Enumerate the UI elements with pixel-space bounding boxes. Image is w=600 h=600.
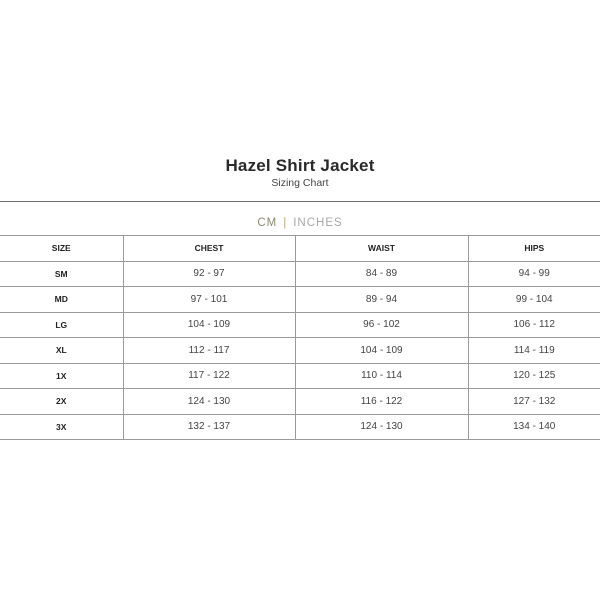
waist-cell: 96 - 102 [295,312,468,338]
table-row [0,261,600,287]
chest-cell: 117 - 122 [123,363,295,389]
waist-cell: 84 - 89 [295,261,468,287]
unit-inches-button[interactable]: INCHES [293,217,343,229]
hips-cell: 106 - 112 [468,312,600,338]
waist-cell: 124 - 130 [295,414,468,440]
chest-cell: 92 - 97 [123,261,295,287]
column-header-chest: CHEST [123,236,295,262]
table-row [0,312,600,338]
hips-cell: 114 - 119 [468,338,600,364]
column-header-hips: HIPS [468,236,600,262]
table-row [0,414,600,440]
unit-toggle [0,217,600,229]
size-cell: SM [0,261,123,287]
size-cell: 1X [0,363,123,389]
sizing-table [0,235,600,440]
chest-cell: 132 - 137 [123,414,295,440]
page-title: Hazel Shirt Jacket [225,156,375,175]
header-divider [0,201,600,202]
chest-cell: 112 - 117 [123,338,295,364]
hips-cell: 134 - 140 [468,414,600,440]
size-cell: MD [0,287,123,313]
table-row [0,389,600,415]
table-header-row [0,236,600,262]
hips-cell: 127 - 132 [468,389,600,415]
hips-cell: 99 - 104 [468,287,600,313]
table-row [0,363,600,389]
size-cell: 2X [0,389,123,415]
size-cell: LG [0,312,123,338]
table-row [0,338,600,364]
chest-cell: 124 - 130 [123,389,295,415]
unit-cm-button[interactable]: CM [257,217,278,229]
hips-cell: 120 - 125 [468,363,600,389]
column-header-waist: WAIST [295,236,468,262]
waist-cell: 110 - 114 [295,363,468,389]
waist-cell: 104 - 109 [295,338,468,364]
unit-separator: | [283,217,288,229]
column-header-size: SIZE [0,236,123,262]
waist-cell: 89 - 94 [295,287,468,313]
table-row [0,287,600,313]
page-subtitle: Sizing Chart [271,177,329,189]
waist-cell: 116 - 122 [295,389,468,415]
chest-cell: 97 - 101 [123,287,295,313]
size-cell: XL [0,338,123,364]
hips-cell: 94 - 99 [468,261,600,287]
chest-cell: 104 - 109 [123,312,295,338]
size-cell: 3X [0,414,123,440]
